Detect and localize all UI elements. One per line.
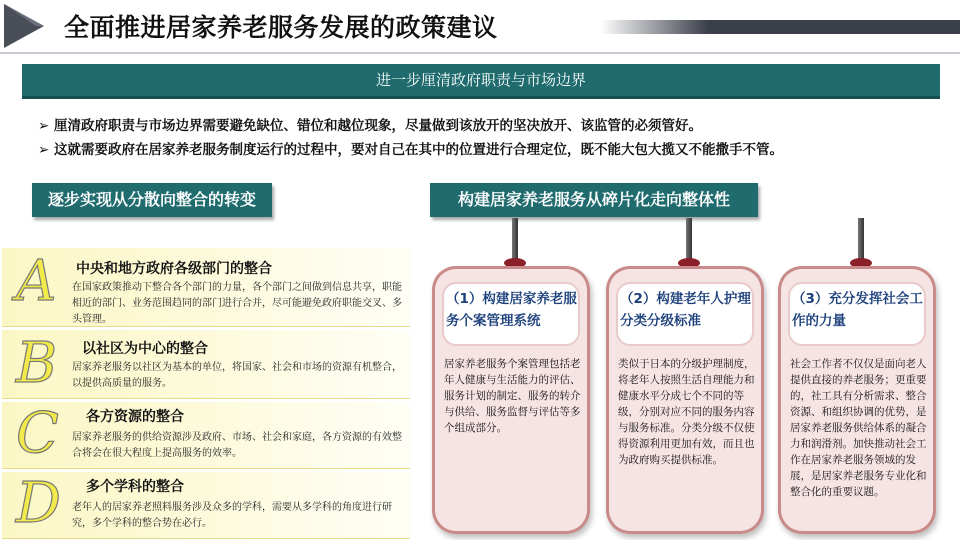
card-title: 各方资源的整合: [86, 409, 184, 425]
card-text: 居家养老服务个案管理包括老年人健康与生活能力的评估、服务计划的制定、服务的转介与供给、服务监督与评估等多个组成部分。: [444, 358, 581, 434]
page-title: 全面推进居家养老服务发展的政策建议: [64, 13, 498, 42]
strategy-card-2: [606, 266, 764, 534]
title-divider: [0, 52, 960, 54]
letter-d-icon: D: [16, 471, 61, 536]
integration-card-a: [2, 248, 410, 327]
bullet-point: [38, 114, 702, 134]
card-text: 社会工作者不仅仅是面向老人提供直接的养老服务；更重要的，社工具有分析需求、整合资源、和组织协调的优势，是居家养老服务供给体系的凝合力和润滑剂。加快推动社会工作在居家养老服务领域的发展，是居家养老服务专业化和整合化的重要议题。: [790, 358, 927, 498]
title-decoration: [600, 20, 960, 34]
bullet-text: 这就需要政府在居家养老服务制度运行的过程中，要对自己在其中的位置进行合理定位，既不能大包大揽又不能撒手不管。: [54, 142, 783, 158]
bullet-text: 厘清政府职责与市场边界需要避免缺位、错位和越位现象，尽量做到该放开的坚决放开、该监管的必须管好。: [54, 118, 702, 134]
arrow-bullet-icon: ➢: [38, 118, 50, 134]
card-text: 在国家政策推动下整合各个部门的力量，各个部门之间做到信息共享，职能相近的部门、业务范围趋同的部门进行合并，尽可能避免政府职能交叉、多头管理。: [72, 282, 402, 325]
card-text: 老年人的居家养老照料服务涉及众多的学科，需要从多学科的角度进行研究，多个学科的整合势在必行。: [72, 502, 392, 529]
play-arrow-icon: [0, 0, 60, 52]
integration-card-d: [2, 472, 410, 539]
integration-card-c: [2, 402, 410, 469]
card-text: 类似于日本的分级护理制度，将老年人按照生活自理能力和健康水平分成七个不同的等级，分别对应不同的服务内容与服务标准。分类分级不仅使得资源利用更加有效，而且也为政府购买提供标准。: [618, 358, 755, 466]
card-text: 居家养老服务以社区为基本的单位，将国家、社会和市场的资源有机整合，以提供高质量的服务。: [72, 362, 402, 389]
strategy-card-3: [778, 266, 936, 534]
left-section-header: 逐步实现从分散向整合的转变: [32, 183, 272, 217]
strategy-card-1: [432, 266, 590, 534]
card-title: （1）构建居家养老服务个案管理系统: [446, 291, 577, 329]
card-title: （3）充分发挥社会工作的力量: [792, 291, 923, 329]
integration-card-b: [2, 330, 410, 399]
pin-icon: [858, 218, 864, 262]
letter-a-icon: A: [16, 249, 57, 314]
letter-b-icon: B: [16, 331, 58, 396]
card-title: 以社区为中心的整合: [82, 341, 208, 357]
card-title: （2）构建老年人护理分类分级标准: [620, 291, 751, 329]
pin-icon: [512, 218, 518, 262]
card-title: 中央和地方政府各级部门的整合: [76, 261, 272, 277]
arrow-bullet-icon: ➢: [38, 142, 50, 158]
card-title: 多个学科的整合: [86, 479, 184, 495]
right-section-header: 构建居家养老服务从碎片化走向整体性: [430, 183, 758, 217]
bullet-point: [38, 138, 783, 158]
pin-icon: [686, 218, 692, 262]
card-text: 居家养老服务的供给资源涉及政府、市场、社会和家庭，各方资源的有效整合将会在很大程度上提高服务的效率。: [72, 432, 402, 459]
letter-c-icon: C: [16, 401, 59, 466]
main-banner: 进一步厘清政府职责与市场边界: [22, 64, 940, 99]
